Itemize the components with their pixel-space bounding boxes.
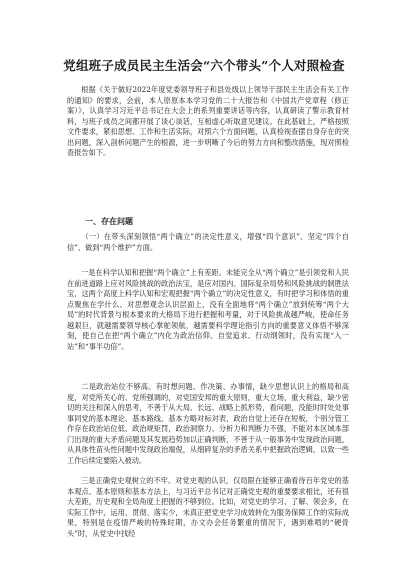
subsection-text: （一）在带头深刻领悟“两个确立”的决定性意义，增强“四个意识”、坚定“四个自信”、做到“两个维护”方面。: [67, 232, 349, 252]
body-paragraph-3: [67, 476, 349, 539]
body-paragraph-2: [67, 382, 349, 466]
subsection-heading: [67, 232, 349, 253]
body-paragraph-1: [67, 268, 349, 352]
intro-paragraph: [67, 85, 349, 159]
document-title: 党组班子成员民主生活会“六个带头”个人对照检查: [63, 58, 345, 73]
paragraph-3-text: 三是正确党史观树立的不牢。对党史观的认识，仅局限在能够正确看待百年党史的基本观点、基本原则和基本方法上，与习近平总书记对正确党史观的重要要求相比，还有很大差距，历史观和全局角度上把握的不够到位。比如，对党史的学习、了解、领会多，在实际工作中，运用、贯彻、落实少，未真正把党史学习成效转化为服务保障工作的实际成果，特别是在疫情严峻的特殊时期，办文办会任务繁重的情况下，遇到难啃的“硬骨头”时，从党史中找经: [67, 476, 349, 538]
section-heading: 一、存在问题: [85, 216, 133, 226]
intro-text: 根据《关于做好2022年度党委领导班子和县处级以上领导干部民主生活会有关工作的通知》的要求，会前，本人原原本本学习党的二十大报告和《中国共产党章程（修正案）》，认真学习习近平总书记在大会上的系列重要讲话等内容，认真研读了警示教育材料，与班子成员之间都开展了谈心谈话，互相虚心听取意见建议。在此基础上，严格按照文件要求，紧扣思想、工作和生活实际，对照六个方面问题，认真检视查摆自身存在的突出问题，深入剖析问题产生的根源，进一步明晰了今后的努力方向和整改措施，现对照检查报告如下。: [67, 85, 349, 157]
paragraph-1-text: 一是在科学认知和把握“两个确立”上有差距。未能完全从“两个确立”是引领党和人民在前进道路上应对风险挑战的政治法宝，是应对国内、国际复杂局势和风险挑战的制胜法宝，这两个高度上科学认知和宏观把握“两个确立”的决定性意义，有时把学习和体悟的重点聚焦在学什么、对思想观念认识层面上，没有全面地将“两个确立”放到统筹“两个大局”的时代背景与根本要求的大格局下进行把握和考量，对于风险挑战越严峻，使命任务越艰巨，就越需要领导核心掌舵领航，越需要科学理论指引方向的重要意义体悟不够深刻，使自己在把“两个确立”内化为政治信仰、自觉追求、行动纲领时，没有实现“入一站”和“事半功倍”。: [67, 268, 349, 351]
paragraph-2-text: 二是政治站位不够高。有时想问题、作决策、办事情，缺少思想认识上的格局和高度，对党所关心的、党所强调的，对党国安邦的重大原则，重大立场，重大利益，缺少密切的关注和深入的思考，不善于从大局、长远、战略上抓形势，看问题，没能时时处处事事同党的基本理论、基本路线、基本方略对标对表，政治自觉上还存在短板，个别分管工作存在政治站位低、政治规矩罚，政治洞察力、分析力和判断力不强，不能对本区域本部门出现的重大矛盾问题及其发展趋势加以正确判断，不善于从一般事务中发现政治问题，从具体性苗头性问题中发现政治端倪，从细碎复杂的矛盾关系中把握政治逻辑，以致一些工作后续定要陷入被动。: [67, 382, 349, 465]
